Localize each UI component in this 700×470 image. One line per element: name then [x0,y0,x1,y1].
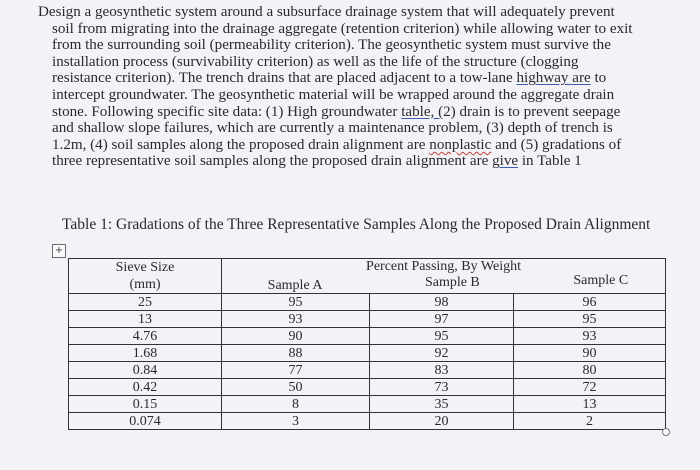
sample-a-header: Sample A [267,278,323,293]
sample-c-cell: 93 [514,328,666,345]
sample-c-cell: 2 [514,413,666,430]
sample-a-cell: 3 [222,413,370,430]
paragraph-line: from the surrounding soil (permeability criterion). The geosynthetic system must survive the [52,37,611,54]
sample-b-cell: 73 [370,379,514,396]
sieve-size-label: Sieve Size [115,260,175,275]
paragraph-line: intercept groundwater. The geosynthetic material will be wrapped around the aggregate drain [52,86,615,103]
sample-c-cell: 96 [514,294,666,311]
table-resize-handle-icon[interactable] [662,428,670,436]
sample-a-cell: 50 [222,379,370,396]
sieve-cell: 0.15 [69,396,222,413]
give-underlined: give [492,153,519,170]
table-row [69,413,666,430]
percent-passing-header [222,259,666,294]
paragraph-line: Design a geosynthetic system around a subsurface drainage system that will adequately prevent [38,4,615,20]
paragraph-line: resistance criterion). The trench drains that are placed adjacent to a tow-lane highway are to [52,70,607,87]
sample-b-cell: 98 [370,294,514,311]
sample-a-cell: 93 [222,311,370,328]
sample-b-cell: 20 [370,413,514,430]
table-header-row [69,259,666,294]
sieve-cell: 4.76 [69,328,222,345]
sample-a-cell: 95 [222,294,370,311]
paragraph-line: 1.2m, (4) soil samples along the proposed drain alignment are nonplastic and (5) gradations of [52,136,622,153]
sieve-size-header [69,259,222,294]
paragraph-line: soil from migrating into the drainage aggregate (retention criterion) while allowing water to exit [52,20,633,37]
table-row [69,345,666,362]
sample-b-cell: 35 [370,396,514,413]
sieve-cell: 13 [69,311,222,328]
paragraph-line: installation process (survivability criterion) as well as the life of the structure (clogging [52,53,579,70]
sample-c-header: Sample C [573,273,629,288]
paragraph-line: three representative soil samples along the proposed drain alignment are give in Table 1 [52,153,582,170]
problem-statement [38,4,690,170]
sieve-cell: 0.42 [69,379,222,396]
table-row [69,362,666,379]
paragraph-line: stone. Following specific site data: (1) High groundwater table, (2) drain is to prevent seepage [52,103,621,120]
sample-a-cell: 8 [222,396,370,413]
sample-b-cell: 92 [370,345,514,362]
sample-b-cell: 97 [370,311,514,328]
table-underlined: table, ( [401,103,444,120]
sieve-cell: 25 [69,294,222,311]
table-caption: Table 1: Gradations of the Three Representative Samples Along the Proposed Drain Alignment [62,216,651,233]
sieve-cell: 1.68 [69,345,222,362]
highway-underlined: highway are [516,70,591,87]
sample-a-cell: 90 [222,328,370,345]
table-row [69,328,666,345]
sieve-cell: 0.074 [69,413,222,430]
table-row [69,294,666,311]
sample-c-cell: 13 [514,396,666,413]
sample-c-cell: 95 [514,311,666,328]
sample-c-cell: 80 [514,362,666,379]
spellcheck-nonplastic: nonplastic [429,136,492,153]
sieve-cell: 0.84 [69,362,222,379]
table-row [69,396,666,413]
table-row [69,379,666,396]
percent-passing-title: Percent Passing, By Weight [366,259,521,274]
sieve-unit-label: (mm) [129,277,161,292]
paragraph-line: and shallow slope failures, which are currently a maintenance problem, (3) depth of trench is [52,120,613,137]
sample-c-cell: 72 [514,379,666,396]
table-move-handle-icon[interactable]: + [52,244,66,258]
sample-a-cell: 88 [222,345,370,362]
gradation-table [68,258,666,430]
sample-b-cell: 95 [370,328,514,345]
sample-c-cell: 90 [514,345,666,362]
sample-a-cell: 77 [222,362,370,379]
sample-b-cell: 83 [370,362,514,379]
table-row [69,311,666,328]
sample-b-header: Sample B [424,275,480,290]
